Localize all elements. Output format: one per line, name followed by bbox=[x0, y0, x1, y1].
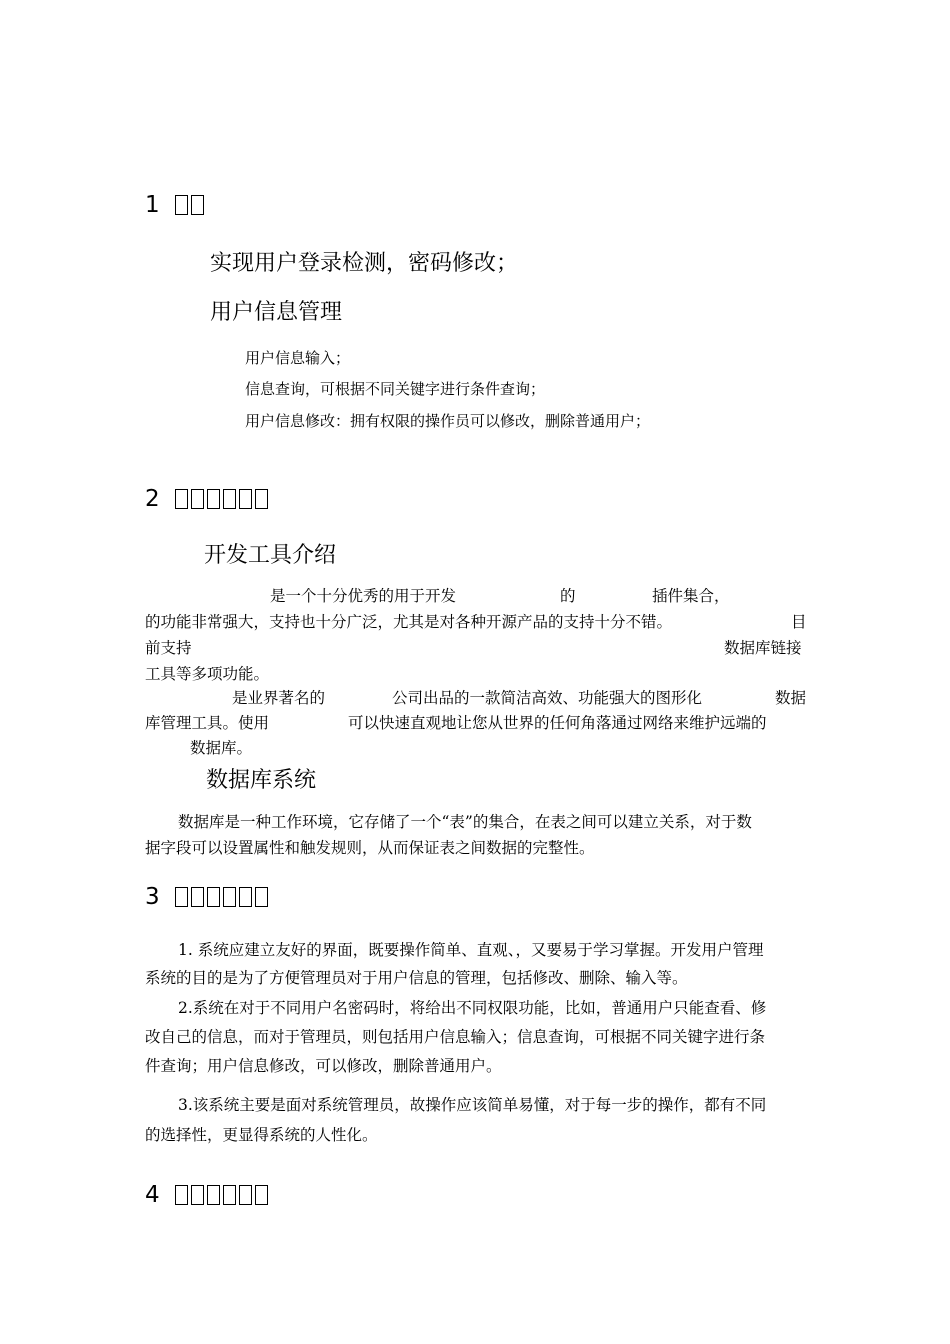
missing-glyph-box bbox=[255, 1185, 268, 1205]
s2-p1-g: 数据库链接 bbox=[724, 639, 802, 657]
missing-glyph-box bbox=[191, 887, 204, 907]
s1-line2: 用户信息管理 bbox=[210, 300, 343, 325]
s2-p1-a: 是一个十分优秀的用于开发 bbox=[270, 587, 457, 605]
s3-line7: 的选择性，更显得系统的人性化。 bbox=[145, 1126, 378, 1144]
section-number: 1 bbox=[145, 192, 161, 218]
s2-p1-b: 的 bbox=[560, 587, 576, 605]
s2-p2-c: 数据 bbox=[775, 689, 807, 707]
s3-line3: 2.系统在对于不同用户名密码时，将给出不同权限功能，比如，普通用户只能查看、修 bbox=[178, 999, 767, 1017]
s2-sub2: 数据库系统 bbox=[206, 768, 317, 793]
section-1-heading bbox=[145, 192, 207, 218]
missing-glyph-box bbox=[223, 1185, 236, 1205]
s3-line5: 件查询；用户信息修改，可以修改，删除普通用户。 bbox=[145, 1057, 502, 1075]
s1-line1: 实现用户登录检测，密码修改； bbox=[210, 251, 519, 276]
s3-line4: 改自己的信息，而对于管理员，则包括用户信息输入；信息查询，可根据不同关键字进行条 bbox=[145, 1028, 766, 1046]
missing-glyph-box bbox=[223, 887, 236, 907]
s2-sub1: 开发工具介绍 bbox=[204, 543, 337, 568]
s2-p2-e: 可以快速直观地让您从世界的任何角落通过网络来维护远端的 bbox=[348, 714, 767, 732]
s2-p2-b: 公司出品的一款简洁高效、功能强大的图形化 bbox=[392, 689, 703, 707]
missing-glyph-box bbox=[175, 195, 188, 215]
s2-p3-line2: 据字段可以设置属性和触发规则，从而保证表之间数据的完整性。 bbox=[145, 839, 595, 857]
s2-p3-line1: 数据库是一种工作环境，它存储了一个“表”的集合，在表之间可以建立关系，对于数 bbox=[178, 813, 752, 831]
section-4-heading bbox=[145, 1182, 271, 1208]
missing-glyph-box bbox=[239, 887, 252, 907]
s2-p1-c: 插件集合， bbox=[652, 587, 730, 605]
missing-glyph-box bbox=[239, 489, 252, 509]
missing-glyph-box bbox=[223, 489, 236, 509]
s2-p1-e: 目 bbox=[791, 613, 807, 631]
s3-line6: 3.该系统主要是面对系统管理员，故操作应该简单易懂，对于每一步的操作，都有不同 bbox=[178, 1096, 767, 1114]
s2-p2-f: 数据库。 bbox=[190, 739, 253, 757]
section-number: 4 bbox=[145, 1182, 161, 1208]
missing-glyph-box bbox=[191, 195, 204, 215]
missing-glyph-box bbox=[175, 1185, 188, 1205]
missing-glyph-box bbox=[255, 489, 268, 509]
section-number: 3 bbox=[145, 884, 161, 910]
missing-glyph-box bbox=[239, 1185, 252, 1205]
s1-item-2: 信息查询，可根据不同关键字进行条件查询； bbox=[245, 380, 546, 398]
section-3-heading bbox=[145, 884, 271, 910]
s2-p1-h: 工具等多项功能。 bbox=[145, 665, 270, 683]
s1-item-1: 用户信息输入； bbox=[245, 349, 351, 367]
missing-glyph-box bbox=[255, 887, 268, 907]
missing-glyph-box bbox=[207, 887, 220, 907]
missing-glyph-box bbox=[207, 1185, 220, 1205]
s2-p2-d: 库管理工具。使用 bbox=[145, 714, 270, 732]
missing-glyph-box bbox=[175, 489, 188, 509]
s1-item-3: 用户信息修改：拥有权限的操作员可以修改，删除普通用户； bbox=[245, 412, 651, 430]
s3-line2: 系统的目的是为了方便管理员对于用户信息的管理，包括修改、删除、输入等。 bbox=[145, 969, 688, 987]
section-number: 2 bbox=[145, 486, 161, 512]
missing-glyph-box bbox=[207, 489, 220, 509]
s2-p2-a: 是业界著名的 bbox=[232, 689, 326, 707]
section-2-heading bbox=[145, 486, 271, 512]
missing-glyph-box bbox=[191, 1185, 204, 1205]
s3-line1: 1. 系统应建立友好的界面，既要操作简单、直观、，又要易于学习掌握。开发用户管理 bbox=[178, 941, 764, 959]
missing-glyph-box bbox=[175, 887, 188, 907]
s2-p1-f: 前支持 bbox=[145, 639, 192, 657]
s2-p1-d: 的功能非常强大，支持也十分广泛，尤其是对各种开源产品的支持十分不错。 bbox=[145, 613, 673, 631]
missing-glyph-box bbox=[191, 489, 204, 509]
